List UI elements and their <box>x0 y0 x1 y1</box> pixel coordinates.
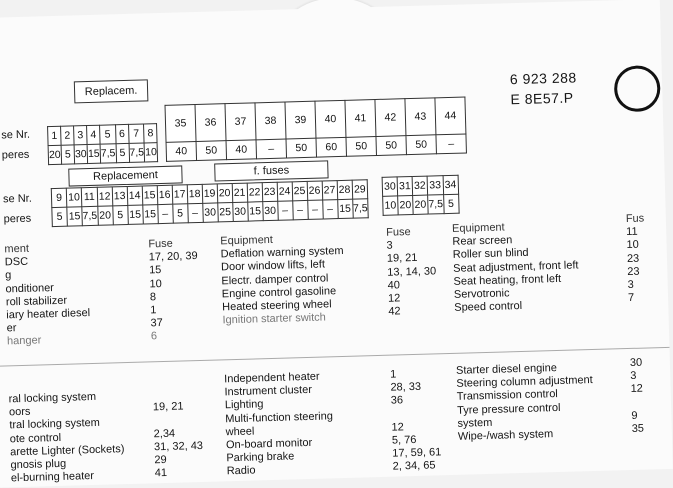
fuse-number-cell: 14 <box>127 186 143 205</box>
fuse-number-cell: 44 <box>435 97 466 135</box>
list-item: Wipe-/wash system <box>457 428 554 443</box>
list-item: 9 <box>631 409 638 422</box>
fuse-amperage-cell: – <box>436 134 467 154</box>
list-item: Independent heater <box>224 370 320 386</box>
list-item: Multi-function steering <box>225 409 334 425</box>
list-item: On-board monitor <box>225 436 313 452</box>
list-item: Radio <box>226 464 256 478</box>
fuse-number-cell: 39 <box>285 101 316 139</box>
list-item: 3 <box>630 370 637 383</box>
list-item: 40 <box>387 279 401 292</box>
list-item: 28, 33 <box>390 381 422 394</box>
list-item: er <box>6 322 17 335</box>
fuse-amperage-cell: 5 <box>172 204 188 223</box>
col2-header: Fuse <box>148 237 174 251</box>
list-item: Heated steering wheel <box>222 298 332 314</box>
fuse-amperage-cell: 40 <box>226 140 257 160</box>
fuse-amperage-cell: 15 <box>87 144 101 163</box>
fuse-number-cell: 24 <box>277 182 293 201</box>
list-item: g <box>5 269 12 282</box>
fuse-number-cell: 16 <box>157 185 173 204</box>
fuse-number-cell: 15 <box>142 186 158 205</box>
list-item: Door window lifts, left <box>220 258 326 274</box>
equipment-col-2 <box>220 232 345 328</box>
fuse-number-cell: 7 <box>128 124 144 143</box>
col5-header: Equipment <box>451 221 505 235</box>
list-item: 31, 32, 43 <box>153 439 204 454</box>
fuse-col-2b <box>390 367 442 474</box>
list-item <box>153 413 202 428</box>
fuse-number-cell: 4 <box>87 125 101 144</box>
list-item: 12 <box>391 421 405 434</box>
list-item: 15 <box>148 264 162 277</box>
list-item: tral locking system <box>9 417 101 432</box>
list-item: 6 <box>150 330 158 343</box>
list-item: 35 <box>631 422 645 435</box>
upper-large-table <box>164 96 466 161</box>
fuse-amperage-cell: 60 <box>316 137 347 157</box>
list-item: Parking brake <box>226 450 295 465</box>
list-item: hanger <box>6 334 42 348</box>
fuse-number-cell: 12 <box>97 187 113 206</box>
fuse-number-cell: 40 <box>315 100 346 138</box>
f-fuses-box: f. fuses <box>214 160 328 181</box>
list-item: 1 <box>150 304 157 317</box>
list-item: Speed control <box>454 300 523 315</box>
list-item: ote control <box>9 431 62 445</box>
fuse-number-cell: 41 <box>345 100 376 138</box>
list-item: 13, 14, 30 <box>387 264 437 279</box>
equipment-col-3b <box>456 361 595 444</box>
fuse-amperage-cell: 50 <box>376 136 407 156</box>
list-item: DSC <box>4 255 29 269</box>
amperes-label-2: peres <box>3 212 32 226</box>
list-item: Starter diesel engine <box>455 362 558 377</box>
list-item: Servotronic <box>453 287 510 301</box>
list-item: 17, 20, 39 <box>148 250 198 264</box>
fuse-amperage-cell: 20 <box>398 195 414 214</box>
fuse-number-cell: 21 <box>232 183 248 202</box>
list-item: roll stabilizer <box>5 294 68 309</box>
list-item: Lighting <box>224 398 264 412</box>
list-item: oors <box>8 405 31 419</box>
fuse-number-cell: 22 <box>247 183 263 202</box>
fuse-amperage-cell: 30 <box>232 202 248 221</box>
list-item: Roller sun blind <box>452 247 529 262</box>
list-item: 12 <box>387 292 401 305</box>
fuse-number-cell: 8 <box>144 124 158 143</box>
equipment-col-1 <box>4 241 91 349</box>
fuse-number-cell: 1 <box>48 126 62 145</box>
list-item: 3 <box>627 278 634 292</box>
part-number-2: E 8E57.P <box>510 89 574 108</box>
list-item: Instrument cluster <box>224 384 313 399</box>
list-item: ral locking system <box>8 390 97 406</box>
fuse-number-cell: 38 <box>255 102 286 140</box>
list-item: 3 <box>386 239 393 252</box>
fuse-amperage-cell: 50 <box>406 135 437 155</box>
fuse-amperage-cell: – <box>256 139 287 159</box>
list-item: arette Lighter (Sockets) <box>9 442 125 459</box>
fuse-number-cell: 23 <box>262 182 278 201</box>
fuse-amperage-cell: 50 <box>196 141 227 161</box>
list-item: 11 <box>626 225 638 239</box>
fuse-amperage-cell: 30 <box>74 145 88 164</box>
list-item: Electr. damper control <box>221 271 329 287</box>
fuse-amperage-cell: 20 <box>413 195 429 214</box>
fuse-amperage-cell: 10 <box>144 143 158 162</box>
replacement-box-top: Replacem. <box>74 79 149 103</box>
equipment-col-1b <box>8 390 125 486</box>
fuse-amperage-cell: 15 <box>67 207 83 226</box>
fuse-amperage-cell: 10 <box>383 196 399 215</box>
fuse-amperage-cell: 40 <box>166 142 197 162</box>
fuse-number-cell: 17 <box>172 185 188 204</box>
list-item: Seat heating, front left <box>453 272 562 288</box>
list-item: Engine control gasoline <box>221 284 337 301</box>
fuse-col-3 <box>626 213 647 306</box>
amperes-label: peres <box>1 148 30 162</box>
list-item: 2, 34, 65 <box>392 459 436 474</box>
fuse-amperage-cell: – <box>292 200 308 219</box>
fuse-amperage-cell: 50 <box>286 138 317 158</box>
list-item <box>631 396 644 410</box>
fuse-number-cell: 34 <box>443 175 459 194</box>
fuse-col-1 <box>148 237 200 344</box>
fuse-number-cell: 36 <box>195 104 226 142</box>
list-item: 1 <box>389 368 397 381</box>
fuse-number-cell: 26 <box>307 181 323 200</box>
list-item: iary heater diesel <box>6 307 91 322</box>
list-item: 19, 21 <box>386 252 418 266</box>
fuse-number-cell: 3 <box>74 126 88 145</box>
list-item: 19, 21 <box>152 400 184 414</box>
fuse-col-2 <box>386 225 437 319</box>
fuse-amperage-cell: 5 <box>116 143 130 162</box>
fuse-amperage-cell: – <box>157 204 173 223</box>
fuse-amperage-cell: 7,5 <box>352 199 368 218</box>
fuse-number-cell: 28 <box>337 180 353 199</box>
fuse-amperage-cell: 7,5 <box>129 143 145 162</box>
list-item: 29 <box>154 453 167 467</box>
fuse-number-cell: 27 <box>322 181 338 200</box>
list-item: system <box>457 416 493 430</box>
list-item: 17, 59, 61 <box>392 446 442 460</box>
fuse-number-cell: 31 <box>397 176 413 195</box>
col6-header: Fus <box>625 212 645 226</box>
fuse-amperage-cell: 15 <box>142 205 158 224</box>
fuse-number-cell: 33 <box>427 176 443 195</box>
upper-small-table <box>47 123 158 165</box>
fuse-amperage-cell: 50 <box>346 136 377 156</box>
fuse-col-3b <box>630 357 644 437</box>
list-item: 23 <box>627 265 640 278</box>
fuse-amperage-cell: 5 <box>443 194 459 213</box>
fuse-amperage-cell: 7,5 <box>82 206 98 225</box>
fuse-col-1b <box>152 387 203 481</box>
brand-logo-icon <box>614 65 661 112</box>
fuse-amperage-cell: – <box>307 200 323 219</box>
list-item: 12 <box>630 383 644 396</box>
fuse-number-cell: 5 <box>100 125 116 144</box>
lower-table-b <box>382 175 460 216</box>
fuse-amperage-cell: 5 <box>52 207 68 226</box>
list-item: Rear screen <box>452 234 513 249</box>
fuse-number-cell: 37 <box>225 103 256 141</box>
fuse-number-cell: 18 <box>187 184 203 203</box>
fuse-amperage-cell: 15 <box>127 205 143 224</box>
fuse-number-cell: 2 <box>61 126 75 145</box>
fuse-number-cell: 11 <box>81 187 97 206</box>
list-item: gnosis plug <box>10 457 67 472</box>
fuse-amperage-cell: 5 <box>112 205 128 224</box>
fuse-number-cell: 42 <box>375 99 406 137</box>
replacement-box-bottom: Replacement <box>68 165 182 186</box>
list-item: 42 <box>388 305 401 318</box>
fuse-number-cell: 29 <box>352 180 368 199</box>
fuse-amperage-cell: 20 <box>97 206 113 225</box>
list-item: wheel <box>225 425 255 439</box>
fuse-amperage-cell: 25 <box>217 203 233 222</box>
fuse-nr-label-2: se Nr. <box>2 192 32 206</box>
list-item: 7 <box>627 292 635 305</box>
fuse-amperage-cell: 7,5 <box>428 195 444 214</box>
col1-header: ment <box>4 242 30 256</box>
col3-header: Equipment <box>220 233 274 248</box>
list-item: el-burning heater <box>10 470 95 485</box>
fuse-number-cell: 25 <box>292 181 308 200</box>
fuse-number-cell: 30 <box>382 177 398 196</box>
fuse-amperage-cell: – <box>322 200 338 219</box>
list-item: 37 <box>150 317 164 330</box>
list-item: 10 <box>149 277 162 290</box>
list-item: 10 <box>626 239 640 252</box>
list-item: Deflation warning system <box>220 245 344 261</box>
list-item: Transmission control <box>456 388 558 404</box>
fuse-amperage-cell: 15 <box>337 199 353 218</box>
list-item: 2,34 <box>153 427 176 440</box>
equipment-col-2b <box>224 370 335 479</box>
list-item: Tyre pressure control <box>456 401 561 417</box>
fuse-amperage-cell: 30 <box>262 201 278 220</box>
list-item: Seat adjustment, front left <box>453 258 579 275</box>
fuse-amperage-cell: 7,5 <box>100 144 116 163</box>
fuse-number-cell: 9 <box>51 188 67 207</box>
fuse-amperage-cell: 5 <box>61 145 75 164</box>
col4-header: Fuse <box>385 226 411 239</box>
list-item: 8 <box>149 291 157 304</box>
list-item: onditioner <box>5 281 55 295</box>
fuse-number-cell: 19 <box>202 184 218 203</box>
list-item: 41 <box>154 467 168 480</box>
equipment-col-3 <box>452 219 580 315</box>
fuse-amperage-cell: 15 <box>247 202 263 221</box>
fuse-amperage-cell: – <box>187 203 203 222</box>
list-item: 23 <box>626 252 640 265</box>
list-item: 30 <box>629 356 643 369</box>
fuse-amperage-cell: 30 <box>202 203 218 222</box>
lower-table-a <box>51 179 369 227</box>
list-item: 36 <box>390 394 404 408</box>
fuse-number-cell: 35 <box>165 105 196 143</box>
fuse-number-cell: 32 <box>412 176 428 195</box>
fuse-amperage-cell: – <box>277 201 293 220</box>
fuse-number-cell: 13 <box>112 186 128 205</box>
list-item: Ignition starter switch <box>222 311 326 327</box>
fuse-number-cell: 6 <box>115 124 129 143</box>
fuse-amperage-cell: 20 <box>48 145 62 164</box>
fuse-nr-label: se Nr. <box>1 128 31 142</box>
part-number-1: 6 923 288 <box>509 69 577 88</box>
list-item: 5, 76 <box>391 433 417 447</box>
fuse-number-cell: 43 <box>405 98 436 136</box>
list-item: Steering column adjustment <box>456 374 593 391</box>
fuse-number-cell: 10 <box>66 188 82 207</box>
fuse-number-cell: 20 <box>217 184 233 203</box>
